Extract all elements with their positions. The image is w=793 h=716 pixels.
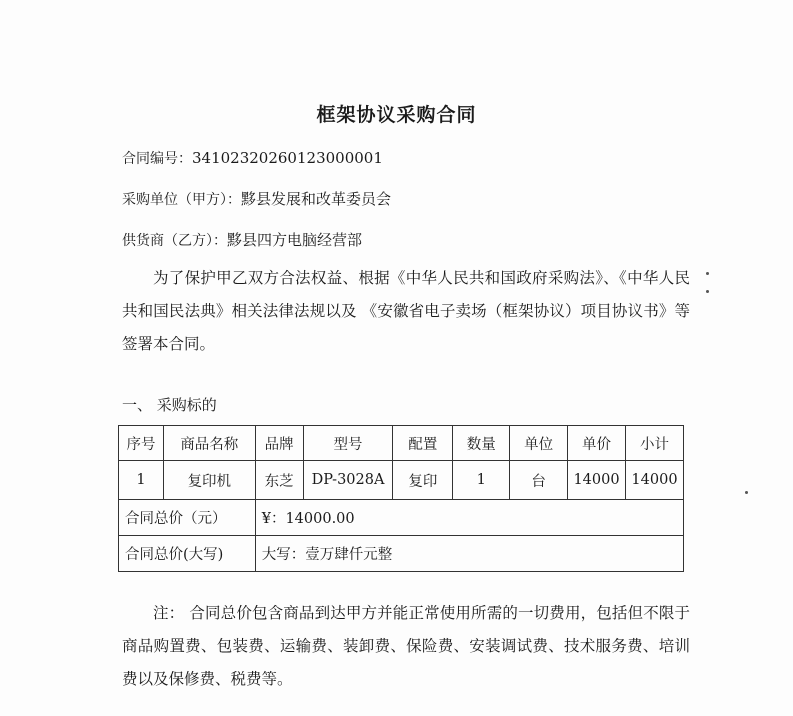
- table-cell: DP-3028A: [303, 461, 393, 500]
- table-header-cell: 单位: [510, 426, 568, 461]
- table-row: [119, 461, 684, 500]
- section-title-procurement: 一、 采购标的: [122, 396, 217, 414]
- total-price-value: ¥：14000.00: [255, 500, 683, 536]
- buyer-label: 采购单位（甲方）：: [122, 192, 241, 208]
- scan-speck: [706, 290, 709, 293]
- note-paragraph: 注： 合同总价包含商品到达甲方并能正常使用所需的一切费用，包括但不限于商品购置费、包装费、运输费、装卸费、保险费、安装调试费、技术服务费、培训费以及保修费、税费等。: [122, 604, 690, 688]
- table-header-cell: 配置: [393, 426, 453, 461]
- table-header-cell: 型号: [303, 426, 393, 461]
- buyer-line: [122, 188, 391, 209]
- intro-paragraph: 为了保护甲乙双方合法权益、根据《中华人民共和国政府采购法》、《中华人民共和国民法典》相关法律法规以及 《安徽省电子卖场（框架协议）项目协议书》等签署本合同。: [122, 269, 690, 353]
- supplier-line: [122, 229, 362, 250]
- table-cell: 复印: [393, 461, 453, 500]
- total-price-upper-value: 大写：壹万肆仟元整: [255, 536, 683, 572]
- contract-number-value: 34102320260123000001: [192, 149, 383, 167]
- table-header-cell: 品牌: [255, 426, 303, 461]
- table-header-cell: 序号: [119, 426, 164, 461]
- total-price-row: [119, 500, 684, 536]
- table-header-cell: 小计: [625, 426, 683, 461]
- table-header-cell: 单价: [568, 426, 626, 461]
- scan-speck: [745, 491, 748, 494]
- procurement-table: [118, 425, 684, 572]
- supplier-value: 黟县四方电脑经营部: [227, 231, 363, 249]
- table-cell: 台: [510, 461, 568, 500]
- contract-number-line: [122, 148, 383, 168]
- total-price-upper-row: [119, 536, 684, 572]
- table-cell: 东芝: [255, 461, 303, 500]
- table-cell: 14000: [568, 461, 626, 500]
- total-price-label: 合同总价（元）: [119, 500, 256, 536]
- table-cell: 1: [453, 461, 510, 500]
- table-header-row: [119, 426, 684, 461]
- table-header-cell: 数量: [453, 426, 510, 461]
- supplier-label: 供货商（乙方）：: [122, 233, 227, 249]
- table-cell: 复印机: [163, 461, 255, 500]
- document-title: 框架协议采购合同: [316, 104, 477, 126]
- table-header-cell: 商品名称: [163, 426, 255, 461]
- total-price-upper-label: 合同总价(大写): [119, 536, 256, 572]
- table-cell: 1: [119, 461, 164, 500]
- table-cell: 14000: [625, 461, 683, 500]
- buyer-value: 黟县发展和改革委员会: [241, 190, 392, 208]
- scan-speck: [706, 272, 709, 275]
- contract-number-label: 合同编号：: [122, 151, 192, 167]
